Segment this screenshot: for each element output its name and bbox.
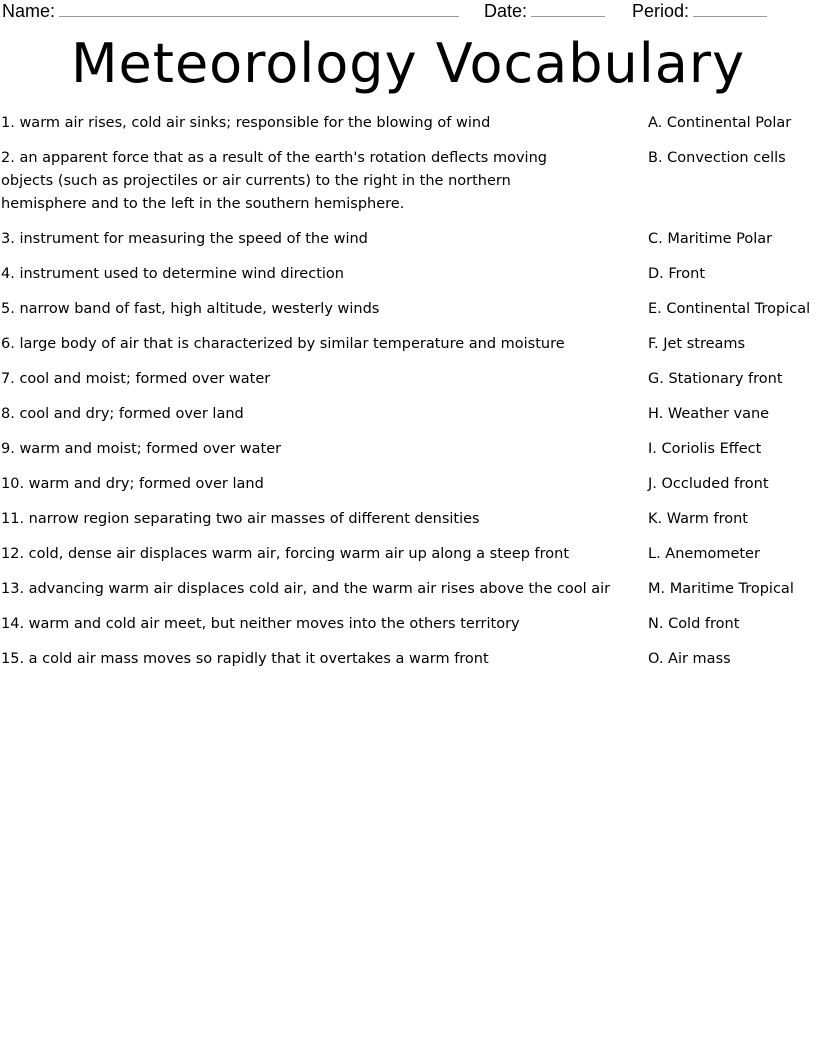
answer-text: K. Warm front (648, 511, 748, 527)
clue-text: 12. cold, dense air displaces warm air, forcing warm air up along a steep front (1, 546, 570, 562)
answer-text: F. Jet streams (648, 336, 746, 352)
name-field[interactable] (2, 0, 459, 21)
answer-text: A. Continental Polar (648, 115, 792, 131)
date-label: Date: (484, 1, 528, 21)
clue-text: 14. warm and cold air meet, but neither moves into the others territory (1, 616, 520, 632)
clue-text: 6. large body of air that is characterized by similar temperature and moisture (1, 336, 565, 352)
answer-text: M. Maritime Tropical (648, 581, 794, 597)
clue-text: 9. warm and moist; formed over water (1, 441, 282, 457)
answer-text: N. Cold front (648, 616, 740, 632)
name-label: Name: (2, 1, 56, 21)
page-title: Meteorology Vocabulary (70, 32, 746, 95)
answer-text: I. Coriolis Effect (648, 441, 762, 457)
clue-text: 5. narrow band of fast, high altitude, westerly winds (1, 301, 380, 317)
period-field[interactable] (632, 0, 767, 21)
clue-text: 10. warm and dry; formed over land (1, 476, 264, 492)
name-blank-line[interactable] (59, 0, 459, 17)
answer-text: C. Maritime Polar (648, 231, 773, 247)
clue-text: 7. cool and moist; formed over water (1, 371, 271, 387)
answer-text: E. Continental Tropical (648, 301, 811, 317)
answer-text: B. Convection cells (648, 150, 786, 166)
clue-text: 1. warm air rises, cold air sinks; responsible for the blowing of wind (1, 115, 491, 131)
clue-text: 3. instrument for measuring the speed of the wind (1, 231, 368, 247)
worksheet-header (0, 0, 816, 24)
answer-text: L. Anemometer (648, 546, 760, 562)
date-field[interactable] (484, 0, 605, 21)
clue-text: 13. advancing warm air displaces cold air, and the warm air rises above the cool air (1, 581, 611, 597)
answer-text: O. Air mass (648, 651, 731, 667)
answer-text: G. Stationary front (648, 371, 783, 387)
answer-text: J. Occluded front (648, 476, 769, 492)
clue-text: 8. cool and dry; formed over land (1, 406, 244, 422)
period-blank-line[interactable] (693, 0, 767, 17)
period-label: Period: (632, 1, 690, 21)
clue-text: 2. an apparent force that as a result of the earth's rotation deflects moving objects (such as projectiles or air currents) to the right in the northern hemisphere and to the left in the southern hemisphere. (1, 150, 547, 212)
date-blank-line[interactable] (531, 0, 605, 17)
clue-text: 15. a cold air mass moves so rapidly that it overtakes a warm front (1, 651, 489, 667)
answer-text: H. Weather vane (648, 406, 770, 422)
clue-text: 11. narrow region separating two air masses of different densities (1, 511, 480, 527)
clue-text: 4. instrument used to determine wind direction (1, 266, 344, 282)
answer-text: D. Front (648, 266, 706, 282)
